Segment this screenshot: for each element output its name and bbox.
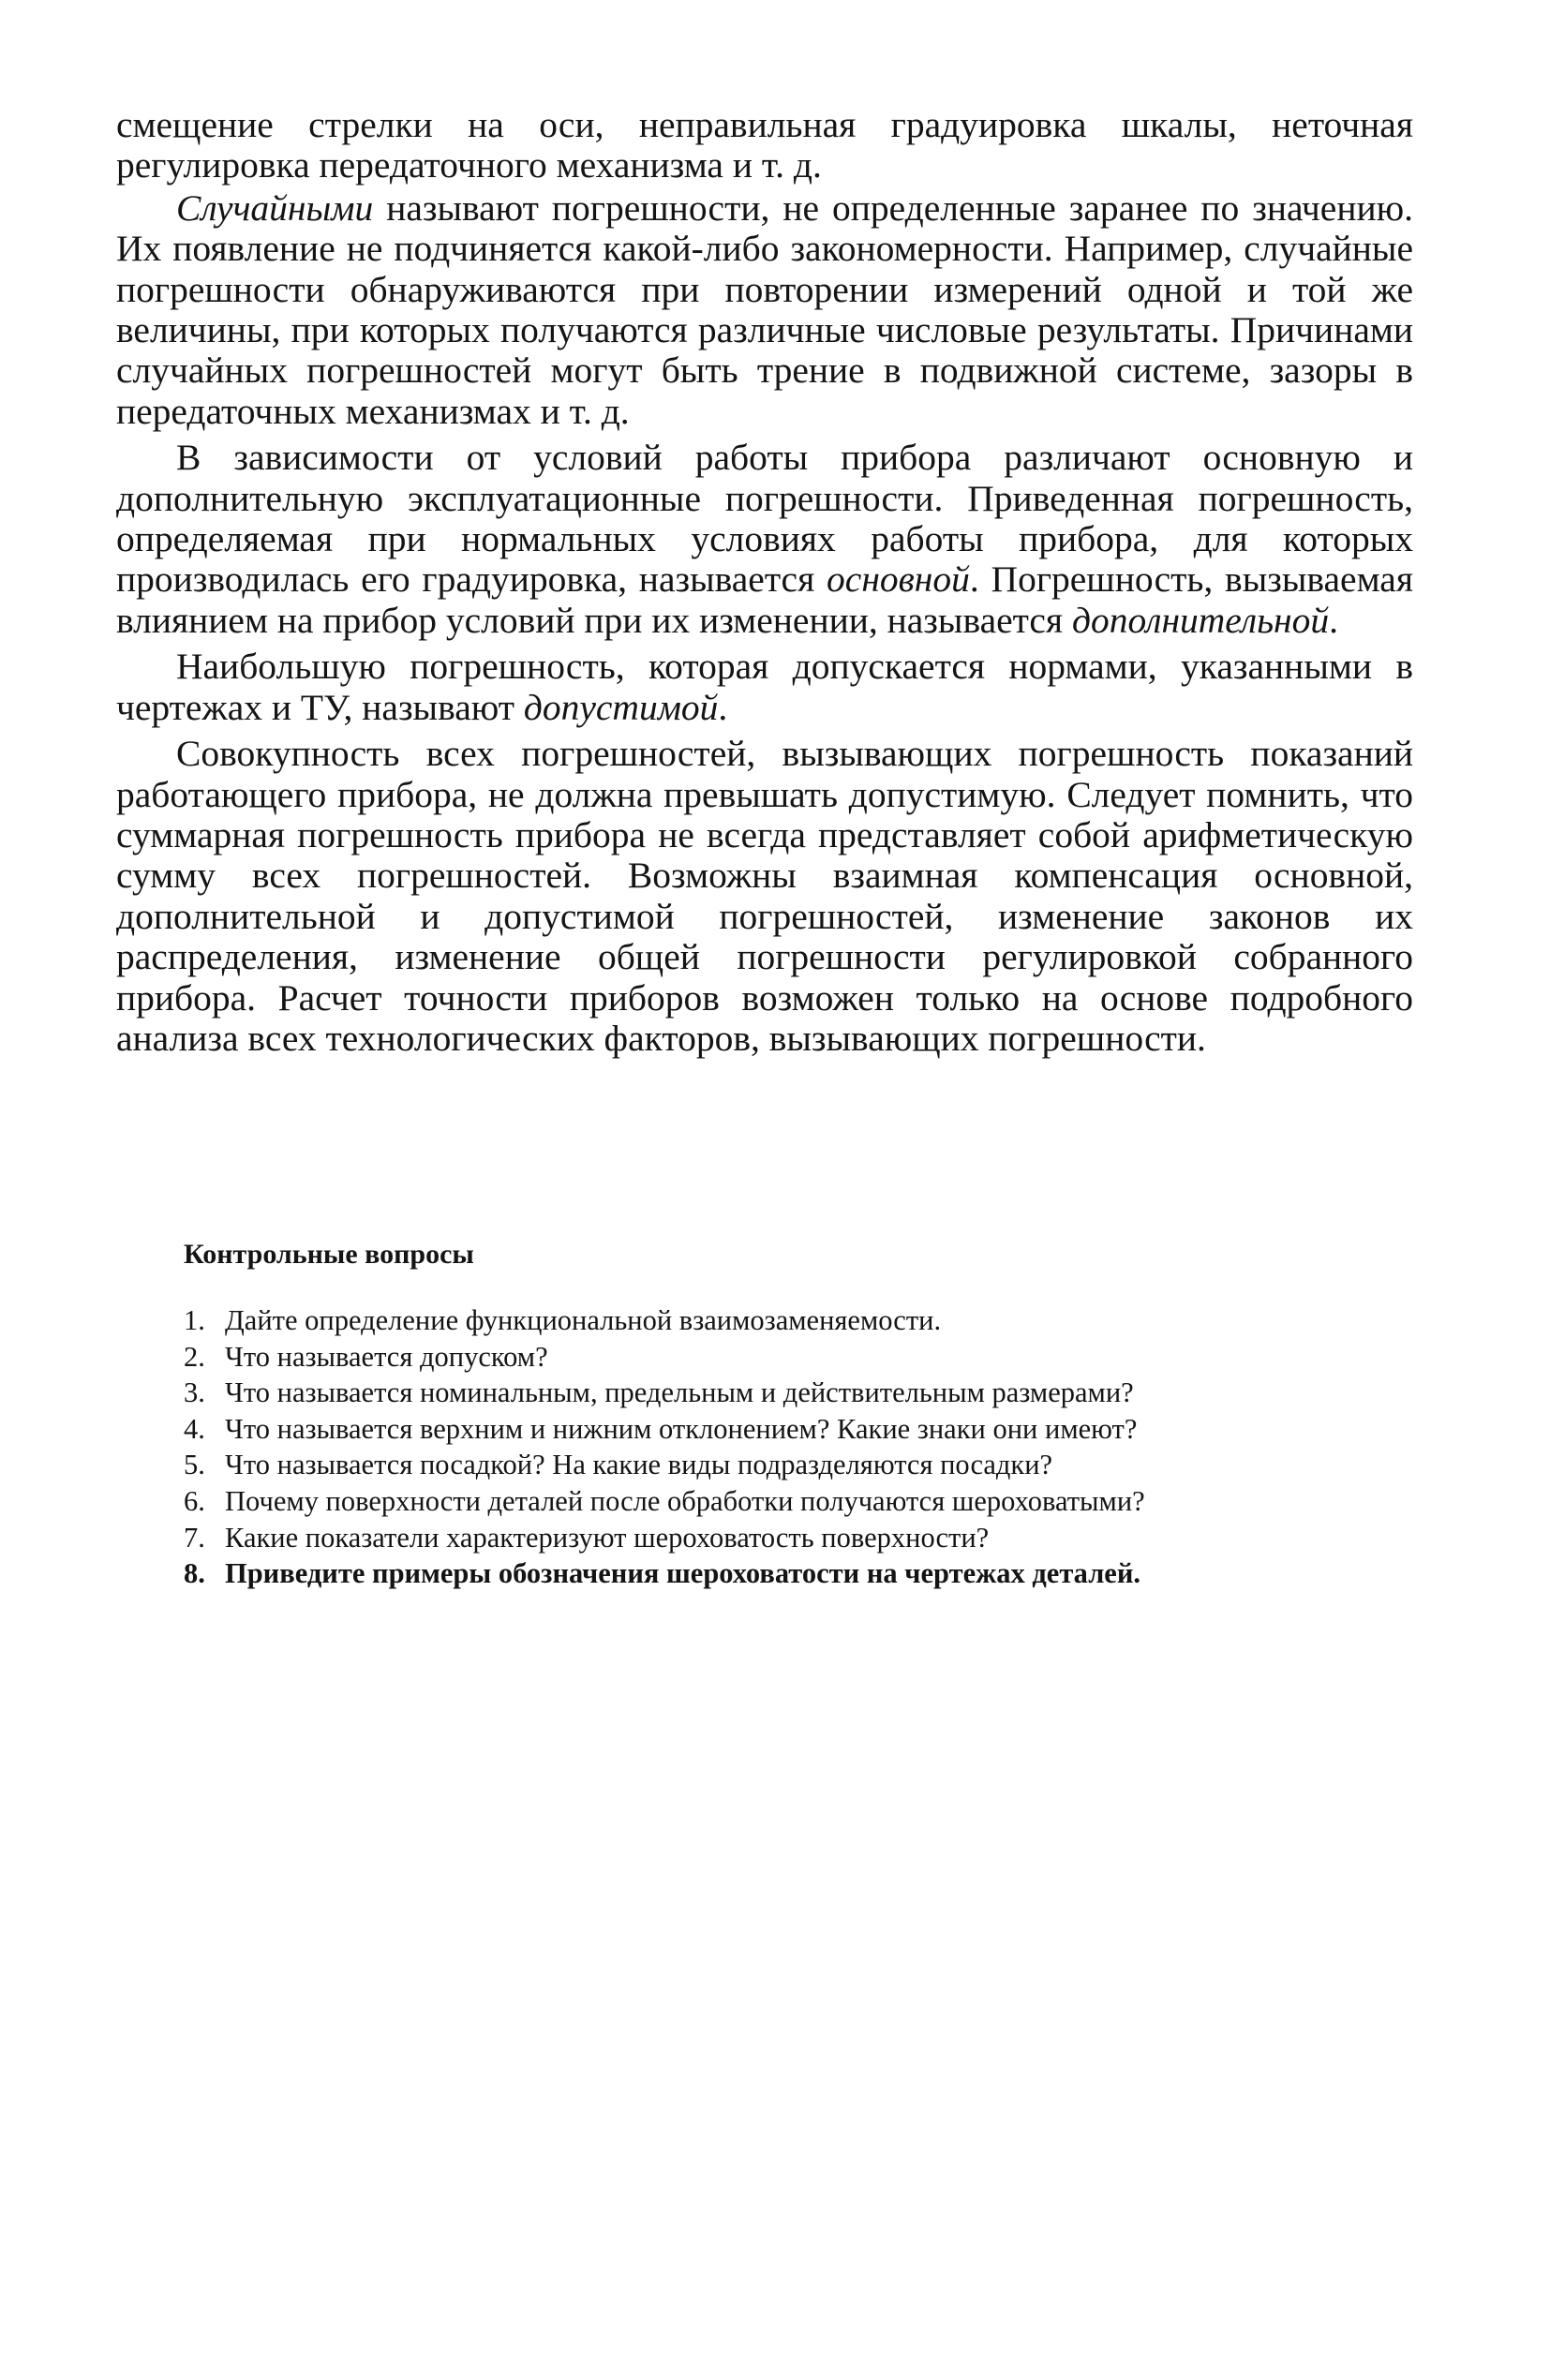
paragraph-text: Наибольшую погрешность, которая допускается нормами, указанными в чертежах и ТУ, называют	[116, 646, 1413, 728]
question-number: 3.	[184, 1376, 205, 1409]
question-number: 5.	[184, 1449, 205, 1481]
paragraph-text: Совокупность всех погрешностей, вызывающих погрешность показаний работающего прибора, не должна превышать допустимую. Следует помнить, что суммарная погрешность прибора не всегда представляет собой арифметическую сумму всех погрешностей. Возможны взаимная компенсация основной, дополнительной и допустимой погрешностей, изменение законов их распределения, изменение общей погрешности регулировкой собранного прибора. Расчет точности приборов возможен только на основе подробного анализа всех технологических факторов, вызывающих погрешности.	[116, 733, 1413, 1059]
question-item	[184, 1520, 1364, 1556]
page-body	[116, 105, 1413, 1059]
question-item	[184, 1555, 1364, 1592]
question-number: 2.	[184, 1340, 205, 1373]
review-questions	[184, 1239, 1364, 1592]
term-permissible: допустимой	[523, 686, 719, 728]
question-text: Почему поверхности деталей после обработки получаются шероховатыми?	[225, 1484, 1145, 1517]
paragraph-random-errors	[116, 188, 1413, 432]
question-text: Что называется допуском?	[225, 1340, 548, 1373]
term-random: Случайными	[176, 186, 374, 229]
question-item	[184, 1339, 1364, 1376]
paragraph-text: . Погрешность, вызываемая влиянием на прибор условий при их изменении, называется	[116, 558, 1413, 641]
paragraph-systematic-errors-end	[116, 105, 1413, 186]
question-number: 7.	[184, 1521, 205, 1554]
question-text: Дайте определение функциональной взаимозаменяемости.	[225, 1304, 942, 1336]
question-text: Что называется номинальным, предельным и действительным размерами?	[225, 1376, 1134, 1409]
paragraph-text: .	[1329, 599, 1339, 641]
question-item	[184, 1375, 1364, 1411]
paragraph-text: В зависимости от условий работы прибора различают основную и дополнительную эксплуатационные погрешности. Приведенная погрешность, определяемая при нормальных условиях работы прибора, для которых производилась его градуировка, называется	[116, 437, 1413, 601]
question-number: 8.	[184, 1557, 205, 1590]
paragraph-basic-additional-errors	[116, 438, 1413, 641]
question-item	[184, 1447, 1364, 1483]
questions-heading: Контрольные вопросы	[184, 1239, 474, 1270]
question-number: 4.	[184, 1412, 205, 1445]
term-additional: дополнительной	[1071, 599, 1330, 641]
question-item	[184, 1411, 1364, 1448]
question-text: Что называется посадкой? На какие виды подразделяются посадки?	[225, 1449, 1053, 1481]
paragraph-total-error	[116, 734, 1413, 1059]
paragraph-text: называют погрешности, не определенные заранее по значению. Их появление не подчиняется какой-либо закономерности. Например, случайные погрешности обнаруживаются при повторении измерений одной и той же величины, при которых получаются различные числовые результаты. Причинами случайных погрешностей могут быть трение в подвижной системе, зазоры в передаточных механизмах и т. д.	[116, 186, 1413, 432]
paragraph-text: .	[718, 686, 728, 728]
questions-list	[184, 1302, 1364, 1592]
question-item	[184, 1302, 1364, 1339]
question-text: Какие показатели характеризуют шероховатость поверхности?	[225, 1521, 990, 1554]
term-basic: основной	[827, 558, 970, 601]
question-item	[184, 1483, 1364, 1520]
paragraph-permissible-error	[116, 647, 1413, 728]
question-number: 1.	[184, 1304, 205, 1336]
question-number: 6.	[184, 1484, 205, 1517]
question-text: Приведите примеры обозначения шероховатости на чертежах деталей.	[225, 1557, 1141, 1590]
question-text: Что называется верхним и нижним отклонением? Какие знаки они имеют?	[225, 1412, 1138, 1445]
paragraph-text: смещение стрелки на оси, неправильная градуировка шкалы, неточная регулировка передаточного механизма и т. д.	[116, 104, 1413, 186]
